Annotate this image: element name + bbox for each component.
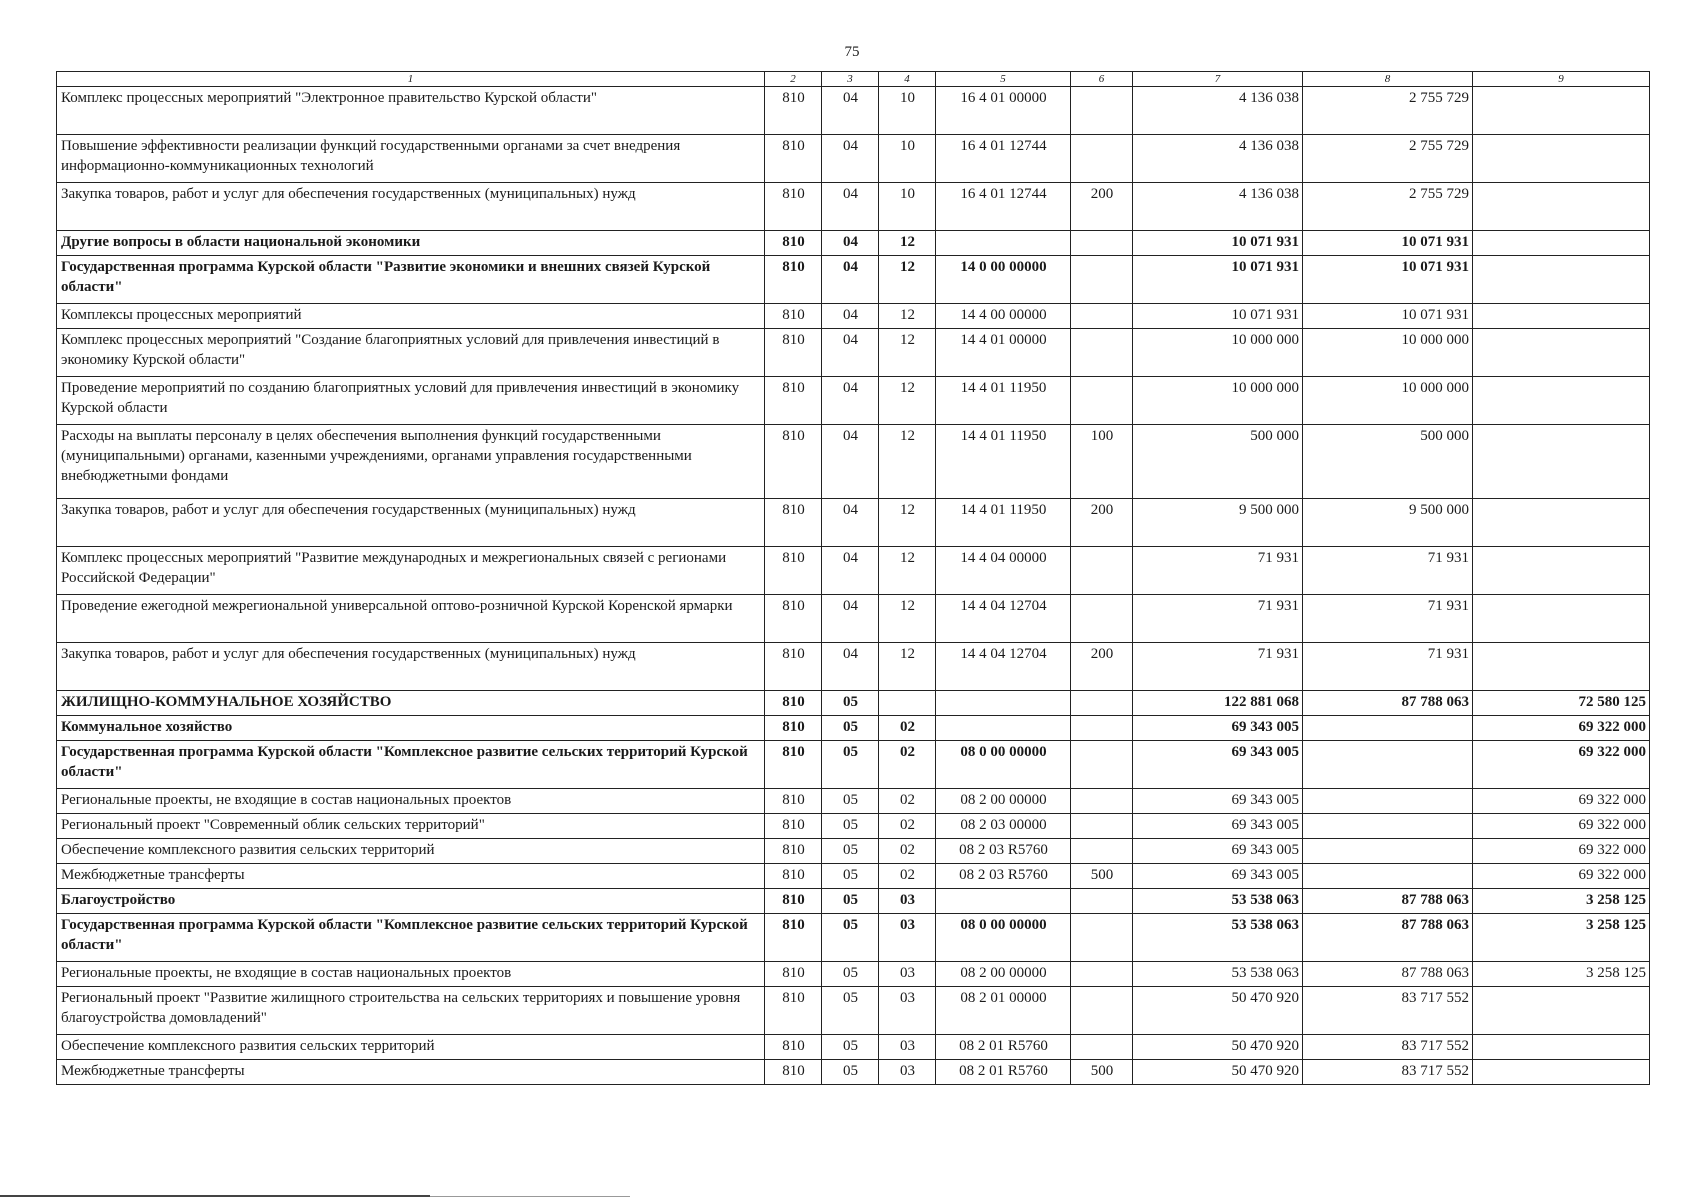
gr-code-cell: 810 xyxy=(765,814,822,839)
amount-col7-cell: 69 343 005 xyxy=(1133,839,1303,864)
amount-col7-cell: 500 000 xyxy=(1133,425,1303,499)
amount-col9-cell: 69 322 000 xyxy=(1473,864,1650,889)
amount-col9-cell xyxy=(1473,135,1650,183)
row-name-cell: Региональные проекты, не входящие в состав национальных проектов xyxy=(57,789,765,814)
target-article-cell: 14 4 04 12704 xyxy=(936,595,1071,643)
amount-col9-cell xyxy=(1473,304,1650,329)
row-name-cell: Комплекс процессных мероприятий "Электронное правительство Курской области" xyxy=(57,87,765,135)
row-name-cell: Закупка товаров, работ и услуг для обеспечения государственных (муниципальных) нужд xyxy=(57,499,765,547)
column-number: 3 xyxy=(822,72,879,87)
section-code-cell: 04 xyxy=(822,547,879,595)
amount-col9-cell xyxy=(1473,329,1650,377)
amount-col8-cell: 71 931 xyxy=(1303,643,1473,691)
amount-col7-cell: 4 136 038 xyxy=(1133,183,1303,231)
amount-col8-cell: 87 788 063 xyxy=(1303,889,1473,914)
section-code-cell: 04 xyxy=(822,135,879,183)
column-number: 8 xyxy=(1303,72,1473,87)
gr-code-cell: 810 xyxy=(765,425,822,499)
gr-code-cell: 810 xyxy=(765,183,822,231)
subsection-code-cell: 02 xyxy=(879,716,936,741)
target-article-cell: 16 4 01 00000 xyxy=(936,87,1071,135)
table-row xyxy=(57,256,1650,304)
amount-col7-cell: 53 538 063 xyxy=(1133,962,1303,987)
subsection-code-cell: 12 xyxy=(879,595,936,643)
section-code-cell: 05 xyxy=(822,814,879,839)
expense-type-cell xyxy=(1071,595,1133,643)
subsection-code-cell xyxy=(879,691,936,716)
expense-type-cell xyxy=(1071,87,1133,135)
column-number: 2 xyxy=(765,72,822,87)
amount-col8-cell: 87 788 063 xyxy=(1303,691,1473,716)
amount-col7-cell: 10 000 000 xyxy=(1133,377,1303,425)
table-row xyxy=(57,691,1650,716)
row-name-cell: Государственная программа Курской области "Комплексное развитие сельских территорий Курской области" xyxy=(57,741,765,789)
table-row xyxy=(57,789,1650,814)
section-code-cell: 05 xyxy=(822,839,879,864)
page-number: 75 xyxy=(844,44,860,60)
expense-type-cell xyxy=(1071,377,1133,425)
subsection-code-cell: 03 xyxy=(879,1035,936,1060)
amount-col8-cell: 500 000 xyxy=(1303,425,1473,499)
expense-type-cell xyxy=(1071,231,1133,256)
column-number: 6 xyxy=(1071,72,1133,87)
amount-col9-cell xyxy=(1473,87,1650,135)
amount-col7-cell: 69 343 005 xyxy=(1133,741,1303,789)
row-name-cell: Комплексы процессных мероприятий xyxy=(57,304,765,329)
gr-code-cell: 810 xyxy=(765,691,822,716)
column-number: 5 xyxy=(936,72,1071,87)
section-code-cell: 05 xyxy=(822,789,879,814)
amount-col9-cell xyxy=(1473,595,1650,643)
gr-code-cell: 810 xyxy=(765,643,822,691)
gr-code-cell: 810 xyxy=(765,595,822,643)
amount-col7-cell: 69 343 005 xyxy=(1133,789,1303,814)
section-code-cell: 04 xyxy=(822,87,879,135)
expense-type-cell xyxy=(1071,1035,1133,1060)
column-number: 7 xyxy=(1133,72,1303,87)
row-name-cell: Комплекс процессных мероприятий "Создание благоприятных условий для привлечения инвестиций в экономику Курской области" xyxy=(57,329,765,377)
gr-code-cell: 810 xyxy=(765,231,822,256)
target-article-cell: 08 0 00 00000 xyxy=(936,741,1071,789)
amount-col9-cell: 69 322 000 xyxy=(1473,789,1650,814)
section-code-cell: 05 xyxy=(822,889,879,914)
section-code-cell: 05 xyxy=(822,716,879,741)
expense-type-cell xyxy=(1071,814,1133,839)
gr-code-cell: 810 xyxy=(765,256,822,304)
amount-col8-cell: 9 500 000 xyxy=(1303,499,1473,547)
target-article-cell: 08 2 00 00000 xyxy=(936,789,1071,814)
amount-col8-cell: 83 717 552 xyxy=(1303,987,1473,1035)
section-code-cell: 04 xyxy=(822,377,879,425)
section-code-cell: 04 xyxy=(822,595,879,643)
subsection-code-cell: 12 xyxy=(879,499,936,547)
budget-table xyxy=(56,71,1650,1085)
gr-code-cell: 810 xyxy=(765,987,822,1035)
table-row xyxy=(57,839,1650,864)
section-code-cell: 05 xyxy=(822,741,879,789)
amount-col9-cell xyxy=(1473,987,1650,1035)
gr-code-cell: 810 xyxy=(765,135,822,183)
subsection-code-cell: 03 xyxy=(879,1060,936,1085)
target-article-cell: 08 2 03 00000 xyxy=(936,814,1071,839)
table-row xyxy=(57,499,1650,547)
amount-col9-cell: 69 322 000 xyxy=(1473,716,1650,741)
amount-col8-cell xyxy=(1303,716,1473,741)
table-row xyxy=(57,716,1650,741)
amount-col8-cell xyxy=(1303,864,1473,889)
row-name-cell: Межбюджетные трансферты xyxy=(57,864,765,889)
row-name-cell: Благоустройство xyxy=(57,889,765,914)
amount-col9-cell xyxy=(1473,547,1650,595)
amount-col9-cell xyxy=(1473,231,1650,256)
row-name-cell: Межбюджетные трансферты xyxy=(57,1060,765,1085)
subsection-code-cell: 10 xyxy=(879,135,936,183)
table-row xyxy=(57,864,1650,889)
amount-col9-cell: 69 322 000 xyxy=(1473,814,1650,839)
expense-type-cell xyxy=(1071,547,1133,595)
row-name-cell: Повышение эффективности реализации функций государственными органами за счет внедрения информационно-коммуникационных технологий xyxy=(57,135,765,183)
amount-col9-cell: 72 580 125 xyxy=(1473,691,1650,716)
table-row xyxy=(57,595,1650,643)
amount-col7-cell: 71 931 xyxy=(1133,643,1303,691)
gr-code-cell: 810 xyxy=(765,864,822,889)
amount-col7-cell: 50 470 920 xyxy=(1133,1060,1303,1085)
amount-col9-cell: 69 322 000 xyxy=(1473,741,1650,789)
expense-type-cell xyxy=(1071,329,1133,377)
row-name-cell: Комплекс процессных мероприятий "Развитие международных и межрегиональных связей с регионами Российской Федерации" xyxy=(57,547,765,595)
section-code-cell: 05 xyxy=(822,914,879,962)
amount-col7-cell: 10 071 931 xyxy=(1133,256,1303,304)
amount-col7-cell: 10 071 931 xyxy=(1133,231,1303,256)
section-code-cell: 05 xyxy=(822,1060,879,1085)
gr-code-cell: 810 xyxy=(765,1035,822,1060)
subsection-code-cell: 12 xyxy=(879,256,936,304)
table-row xyxy=(57,87,1650,135)
table-row xyxy=(57,1060,1650,1085)
gr-code-cell: 810 xyxy=(765,914,822,962)
row-name-cell: Проведение ежегодной межрегиональной универсальной оптово-розничной Курской Коренской ярмарки xyxy=(57,595,765,643)
gr-code-cell: 810 xyxy=(765,87,822,135)
amount-col7-cell: 4 136 038 xyxy=(1133,87,1303,135)
table-row xyxy=(57,643,1650,691)
table-row xyxy=(57,814,1650,839)
subsection-code-cell: 02 xyxy=(879,839,936,864)
target-article-cell: 14 4 01 11950 xyxy=(936,425,1071,499)
table-row xyxy=(57,987,1650,1035)
gr-code-cell: 810 xyxy=(765,839,822,864)
amount-col7-cell: 10 071 931 xyxy=(1133,304,1303,329)
target-article-cell: 16 4 01 12744 xyxy=(936,183,1071,231)
amount-col7-cell: 10 000 000 xyxy=(1133,329,1303,377)
subsection-code-cell: 12 xyxy=(879,425,936,499)
section-code-cell: 04 xyxy=(822,499,879,547)
row-name-cell: Региональные проекты, не входящие в состав национальных проектов xyxy=(57,962,765,987)
gr-code-cell: 810 xyxy=(765,789,822,814)
amount-col7-cell: 71 931 xyxy=(1133,595,1303,643)
row-name-cell: Другие вопросы в области национальной экономики xyxy=(57,231,765,256)
subsection-code-cell: 12 xyxy=(879,231,936,256)
subsection-code-cell: 03 xyxy=(879,889,936,914)
subsection-code-cell: 03 xyxy=(879,987,936,1035)
expense-type-cell xyxy=(1071,691,1133,716)
gr-code-cell: 810 xyxy=(765,304,822,329)
expense-type-cell xyxy=(1071,304,1133,329)
scan-artifact-line xyxy=(0,1195,430,1197)
subsection-code-cell: 12 xyxy=(879,547,936,595)
section-code-cell: 05 xyxy=(822,987,879,1035)
amount-col9-cell xyxy=(1473,183,1650,231)
target-article-cell xyxy=(936,691,1071,716)
table-row xyxy=(57,377,1650,425)
target-article-cell: 08 2 03 R5760 xyxy=(936,864,1071,889)
amount-col8-cell: 2 755 729 xyxy=(1303,135,1473,183)
row-name-cell: Закупка товаров, работ и услуг для обеспечения государственных (муниципальных) нужд xyxy=(57,643,765,691)
amount-col7-cell: 69 343 005 xyxy=(1133,814,1303,839)
amount-col7-cell: 50 470 920 xyxy=(1133,987,1303,1035)
target-article-cell: 08 2 03 R5760 xyxy=(936,839,1071,864)
scan-artifact-line xyxy=(430,1196,630,1197)
expense-type-cell: 200 xyxy=(1071,499,1133,547)
gr-code-cell: 810 xyxy=(765,547,822,595)
amount-col8-cell: 71 931 xyxy=(1303,547,1473,595)
expense-type-cell: 500 xyxy=(1071,1060,1133,1085)
target-article-cell: 08 2 01 R5760 xyxy=(936,1035,1071,1060)
subsection-code-cell: 02 xyxy=(879,789,936,814)
amount-col9-cell: 69 322 000 xyxy=(1473,839,1650,864)
amount-col8-cell xyxy=(1303,839,1473,864)
table-row xyxy=(57,1035,1650,1060)
gr-code-cell: 810 xyxy=(765,741,822,789)
gr-code-cell: 810 xyxy=(765,889,822,914)
amount-col9-cell xyxy=(1473,643,1650,691)
gr-code-cell: 810 xyxy=(765,962,822,987)
target-article-cell: 14 4 04 00000 xyxy=(936,547,1071,595)
subsection-code-cell: 02 xyxy=(879,814,936,839)
section-code-cell: 05 xyxy=(822,864,879,889)
row-name-cell: Закупка товаров, работ и услуг для обеспечения государственных (муниципальных) нужд xyxy=(57,183,765,231)
subsection-code-cell: 12 xyxy=(879,377,936,425)
amount-col8-cell xyxy=(1303,814,1473,839)
column-number: 4 xyxy=(879,72,936,87)
amount-col7-cell: 69 343 005 xyxy=(1133,864,1303,889)
target-article-cell: 14 4 01 11950 xyxy=(936,377,1071,425)
row-name-cell: Расходы на выплаты персоналу в целях обеспечения выполнения функций государственными (муниципальными) органами, казенными учреждениями, органами управления государственными внебюджетными фондами xyxy=(57,425,765,499)
amount-col7-cell: 53 538 063 xyxy=(1133,889,1303,914)
gr-code-cell: 810 xyxy=(765,499,822,547)
amount-col7-cell: 122 881 068 xyxy=(1133,691,1303,716)
section-code-cell: 04 xyxy=(822,256,879,304)
amount-col8-cell: 87 788 063 xyxy=(1303,914,1473,962)
amount-col9-cell xyxy=(1473,377,1650,425)
table-row xyxy=(57,329,1650,377)
amount-col7-cell: 50 470 920 xyxy=(1133,1035,1303,1060)
target-article-cell: 08 0 00 00000 xyxy=(936,914,1071,962)
table-row xyxy=(57,741,1650,789)
target-article-cell: 14 0 00 00000 xyxy=(936,256,1071,304)
gr-code-cell: 810 xyxy=(765,1060,822,1085)
expense-type-cell: 200 xyxy=(1071,183,1133,231)
gr-code-cell: 810 xyxy=(765,377,822,425)
target-article-cell: 08 2 00 00000 xyxy=(936,962,1071,987)
amount-col8-cell: 2 755 729 xyxy=(1303,87,1473,135)
subsection-code-cell: 12 xyxy=(879,304,936,329)
target-article-cell: 14 4 01 00000 xyxy=(936,329,1071,377)
target-article-cell: 14 4 00 00000 xyxy=(936,304,1071,329)
section-code-cell: 04 xyxy=(822,329,879,377)
target-article-cell: 16 4 01 12744 xyxy=(936,135,1071,183)
column-number-row xyxy=(57,72,1650,87)
section-code-cell: 04 xyxy=(822,183,879,231)
expense-type-cell: 500 xyxy=(1071,864,1133,889)
expense-type-cell xyxy=(1071,962,1133,987)
row-name-cell: ЖИЛИЩНО-КОММУНАЛЬНОЕ ХОЗЯЙСТВО xyxy=(57,691,765,716)
row-name-cell: Проведение мероприятий по созданию благоприятных условий для привлечения инвестиций в экономику Курской области xyxy=(57,377,765,425)
amount-col9-cell xyxy=(1473,256,1650,304)
amount-col9-cell xyxy=(1473,425,1650,499)
section-code-cell: 04 xyxy=(822,304,879,329)
target-article-cell: 14 4 04 12704 xyxy=(936,643,1071,691)
section-code-cell: 04 xyxy=(822,643,879,691)
expense-type-cell: 200 xyxy=(1071,643,1133,691)
row-name-cell: Региональный проект "Современный облик сельских территорий" xyxy=(57,814,765,839)
amount-col9-cell xyxy=(1473,1060,1650,1085)
subsection-code-cell: 12 xyxy=(879,329,936,377)
amount-col8-cell: 2 755 729 xyxy=(1303,183,1473,231)
amount-col8-cell: 10 071 931 xyxy=(1303,256,1473,304)
section-code-cell: 05 xyxy=(822,1035,879,1060)
expense-type-cell xyxy=(1071,789,1133,814)
amount-col9-cell: 3 258 125 xyxy=(1473,962,1650,987)
row-name-cell: Государственная программа Курской области "Комплексное развитие сельских территорий Курской области" xyxy=(57,914,765,962)
expense-type-cell xyxy=(1071,987,1133,1035)
expense-type-cell xyxy=(1071,839,1133,864)
table-row xyxy=(57,914,1650,962)
section-code-cell: 04 xyxy=(822,231,879,256)
target-article-cell xyxy=(936,889,1071,914)
expense-type-cell xyxy=(1071,135,1133,183)
expense-type-cell xyxy=(1071,889,1133,914)
subsection-code-cell: 10 xyxy=(879,183,936,231)
row-name-cell: Коммунальное хозяйство xyxy=(57,716,765,741)
amount-col8-cell: 87 788 063 xyxy=(1303,962,1473,987)
table-row xyxy=(57,962,1650,987)
subsection-code-cell: 03 xyxy=(879,962,936,987)
amount-col8-cell: 71 931 xyxy=(1303,595,1473,643)
subsection-code-cell: 02 xyxy=(879,741,936,789)
row-name-cell: Обеспечение комплексного развития сельских территорий xyxy=(57,1035,765,1060)
section-code-cell: 04 xyxy=(822,425,879,499)
target-article-cell: 08 2 01 R5760 xyxy=(936,1060,1071,1085)
row-name-cell: Государственная программа Курской области "Развитие экономики и внешних связей Курской области" xyxy=(57,256,765,304)
amount-col7-cell: 71 931 xyxy=(1133,547,1303,595)
amount-col8-cell: 83 717 552 xyxy=(1303,1035,1473,1060)
amount-col9-cell xyxy=(1473,1035,1650,1060)
table-row xyxy=(57,889,1650,914)
amount-col9-cell: 3 258 125 xyxy=(1473,914,1650,962)
target-article-cell: 14 4 01 11950 xyxy=(936,499,1071,547)
gr-code-cell: 810 xyxy=(765,329,822,377)
amount-col8-cell: 10 071 931 xyxy=(1303,304,1473,329)
amount-col8-cell: 83 717 552 xyxy=(1303,1060,1473,1085)
table-body xyxy=(57,87,1650,1085)
expense-type-cell xyxy=(1071,256,1133,304)
table-row xyxy=(57,231,1650,256)
amount-col9-cell xyxy=(1473,499,1650,547)
section-code-cell: 05 xyxy=(822,691,879,716)
target-article-cell xyxy=(936,716,1071,741)
subsection-code-cell: 12 xyxy=(879,643,936,691)
table-row xyxy=(57,547,1650,595)
table-row xyxy=(57,135,1650,183)
amount-col7-cell: 4 136 038 xyxy=(1133,135,1303,183)
expense-type-cell xyxy=(1071,914,1133,962)
table-row xyxy=(57,425,1650,499)
column-number: 9 xyxy=(1473,72,1650,87)
amount-col8-cell: 10 000 000 xyxy=(1303,377,1473,425)
amount-col8-cell: 10 000 000 xyxy=(1303,329,1473,377)
section-code-cell: 05 xyxy=(822,962,879,987)
amount-col7-cell: 9 500 000 xyxy=(1133,499,1303,547)
row-name-cell: Обеспечение комплексного развития сельских территорий xyxy=(57,839,765,864)
expense-type-cell xyxy=(1071,716,1133,741)
amount-col7-cell: 69 343 005 xyxy=(1133,716,1303,741)
column-number: 1 xyxy=(57,72,765,87)
subsection-code-cell: 03 xyxy=(879,914,936,962)
table-row xyxy=(57,304,1650,329)
gr-code-cell: 810 xyxy=(765,716,822,741)
amount-col7-cell: 53 538 063 xyxy=(1133,914,1303,962)
amount-col9-cell: 3 258 125 xyxy=(1473,889,1650,914)
target-article-cell xyxy=(936,231,1071,256)
expense-type-cell: 100 xyxy=(1071,425,1133,499)
table-row xyxy=(57,183,1650,231)
amount-col8-cell xyxy=(1303,741,1473,789)
expense-type-cell xyxy=(1071,741,1133,789)
amount-col8-cell: 10 071 931 xyxy=(1303,231,1473,256)
subsection-code-cell: 02 xyxy=(879,864,936,889)
row-name-cell: Региональный проект "Развитие жилищного строительства на сельских территориях и повышение уровня благоустройства домовладений" xyxy=(57,987,765,1035)
amount-col8-cell xyxy=(1303,789,1473,814)
target-article-cell: 08 2 01 00000 xyxy=(936,987,1071,1035)
subsection-code-cell: 10 xyxy=(879,87,936,135)
